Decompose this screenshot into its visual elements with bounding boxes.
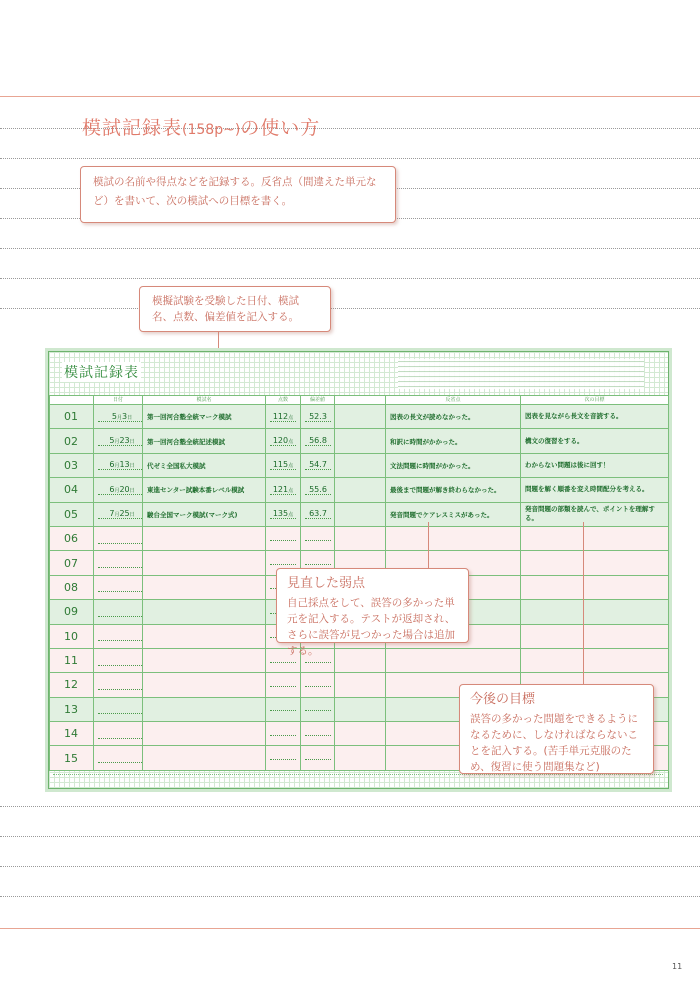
row-deviation — [301, 673, 335, 697]
row-exam-name — [143, 697, 266, 721]
row-date — [94, 648, 143, 672]
header-weak: 反省点 — [386, 396, 521, 405]
row-exam-name: 東進センター試験本番レベル模試 — [143, 478, 266, 502]
title-main: 模試記録表 — [82, 117, 183, 139]
row-next-goal: 図表を見ながら長文を音読する。 — [521, 405, 669, 429]
row-date — [94, 746, 143, 771]
row-date: 6月13日 — [94, 453, 143, 477]
row-score — [266, 697, 301, 721]
row-deviation — [301, 746, 335, 771]
dotted-line — [0, 248, 700, 249]
row-date — [94, 624, 143, 648]
row-deviation — [301, 722, 335, 746]
row-exam-name — [143, 575, 266, 599]
header-name: 模試名 — [143, 396, 266, 405]
row-weak-point: 最後まで問題が解き終わらなかった。 — [386, 478, 521, 502]
dotted-line — [0, 896, 700, 897]
row-weak-point: 発音問題でケアレスミスがあった。 — [386, 502, 521, 526]
dotted-line — [0, 308, 700, 309]
weak-callout — [276, 568, 469, 657]
row-date — [94, 673, 143, 697]
row-next-goal — [521, 648, 669, 672]
row-exam-name — [143, 600, 266, 624]
page-number: 11 — [672, 962, 683, 971]
fields-callout — [139, 286, 331, 332]
row-number: 14 — [50, 722, 94, 746]
row-date: 7月25日 — [94, 502, 143, 526]
goal-callout — [459, 684, 654, 774]
row-score: 121点 — [266, 478, 301, 502]
header-goal: 次の目標 — [521, 396, 669, 405]
row-next-goal: 構文の復習をする。 — [521, 429, 669, 453]
row-number: 01 — [50, 405, 94, 429]
record-callout-text: 模試の名前や得点などを記録する。反省点（間違えた単元など）を書いて、次の模試への目標を書く。 — [93, 176, 377, 207]
row-score: 112点 — [266, 405, 301, 429]
weak-callout-body: 自己採点をして、誤答の多かった単元を記入する。テストが返却され、さらに誤答が見つかった場合は追加する。 — [287, 597, 456, 657]
header-date: 日付 — [94, 396, 143, 405]
fields-callout-text: 模擬試験を受験した日付、模試名、点数、偏差値を記入する。 — [152, 295, 299, 323]
goal-callout-body: 誤答の多かった問題をできるようになるために、しなければならないことを記入する。(苦手単元克服のため、復習に使う問題集など) — [470, 713, 638, 773]
dotted-line — [0, 278, 700, 279]
row-date — [94, 600, 143, 624]
row-weak-point: 文法問題に時間がかかった。 — [386, 453, 521, 477]
dotted-line — [0, 836, 700, 837]
header-score: 点数 — [266, 396, 301, 405]
row-number: 08 — [50, 575, 94, 599]
row-exam-name — [143, 624, 266, 648]
dotted-line — [0, 806, 700, 807]
row-date — [94, 575, 143, 599]
row-next-goal — [521, 624, 669, 648]
row-number: 05 — [50, 502, 94, 526]
row-score — [266, 526, 301, 550]
row-number: 02 — [50, 429, 94, 453]
row-deviation: 56.8 — [301, 429, 335, 453]
row-weak-point: 図表の長文が読めなかった。 — [386, 405, 521, 429]
row-deviation — [301, 526, 335, 550]
row-score: 115点 — [266, 453, 301, 477]
row-date: 5月23日 — [94, 429, 143, 453]
dotted-line — [0, 158, 700, 159]
row-next-goal — [521, 551, 669, 575]
row-exam-name — [143, 722, 266, 746]
row-next-goal: わからない問題は後に回す！ — [521, 453, 669, 477]
row-date — [94, 697, 143, 721]
row-number: 07 — [50, 551, 94, 575]
row-next-goal — [521, 575, 669, 599]
table-row — [50, 429, 669, 453]
row-exam-name — [143, 673, 266, 697]
row-deviation: 63.7 — [301, 502, 335, 526]
title-suffix: の使い方 — [240, 117, 321, 139]
table-row — [50, 453, 669, 477]
header-deviation: 偏差値 — [301, 396, 335, 405]
row-exam-name: 駿台全国マーク模試(マーク式) — [143, 502, 266, 526]
row-date: 6月20日 — [94, 478, 143, 502]
row-date — [94, 526, 143, 550]
dotted-line — [0, 866, 700, 867]
row-number: 15 — [50, 746, 94, 771]
row-deviation: 54.7 — [301, 453, 335, 477]
row-score — [266, 722, 301, 746]
row-deviation — [301, 697, 335, 721]
row-next-goal — [521, 526, 669, 550]
row-score — [266, 673, 301, 697]
row-date — [94, 551, 143, 575]
row-number: 03 — [50, 453, 94, 477]
row-score — [266, 746, 301, 771]
row-number: 10 — [50, 624, 94, 648]
weak-callout-head: 見直した弱点 — [287, 576, 366, 591]
row-number: 11 — [50, 648, 94, 672]
row-deviation: 52.3 — [301, 405, 335, 429]
row-weak-point — [386, 526, 521, 550]
page-title — [82, 113, 320, 140]
weak-connector — [428, 522, 429, 570]
row-exam-name — [143, 526, 266, 550]
row-next-goal: 問題を解く順番を変え時間配分を考える。 — [521, 478, 669, 502]
row-score: 120点 — [266, 429, 301, 453]
table-row — [50, 502, 669, 526]
top-rule — [0, 96, 700, 97]
row-next-goal: 発音問題の部類を読んで、ポイントを理解する。 — [521, 502, 669, 526]
title-range: (158p~) — [182, 122, 241, 138]
row-score: 135点 — [266, 502, 301, 526]
row-exam-name — [143, 746, 266, 771]
row-date — [94, 722, 143, 746]
bottom-rule — [0, 928, 700, 929]
row-number: 06 — [50, 526, 94, 550]
row-exam-name — [143, 551, 266, 575]
sheet-footer-rule — [53, 774, 663, 785]
sheet-title: 模試記録表 — [62, 362, 141, 382]
record-callout — [80, 166, 396, 223]
goal-callout-head: 今後の目標 — [470, 692, 536, 707]
row-number: 09 — [50, 600, 94, 624]
row-exam-name: 第一回河合塾全統記述模試 — [143, 429, 266, 453]
row-deviation: 55.6 — [301, 478, 335, 502]
row-weak-point: 和訳に時間がかかった。 — [386, 429, 521, 453]
row-exam-name — [143, 648, 266, 672]
goal-connector — [583, 522, 584, 684]
table-row — [50, 405, 669, 429]
table-row — [50, 526, 669, 550]
row-number: 04 — [50, 478, 94, 502]
row-exam-name: 代ゼミ全国私大模試 — [143, 453, 266, 477]
table-row — [50, 478, 669, 502]
row-number: 13 — [50, 697, 94, 721]
row-next-goal — [521, 600, 669, 624]
row-number: 12 — [50, 673, 94, 697]
sheet-instructions-fineprint — [398, 359, 644, 389]
row-exam-name: 第一回河合塾全統マーク模試 — [143, 405, 266, 429]
row-date: 5月3日 — [94, 405, 143, 429]
